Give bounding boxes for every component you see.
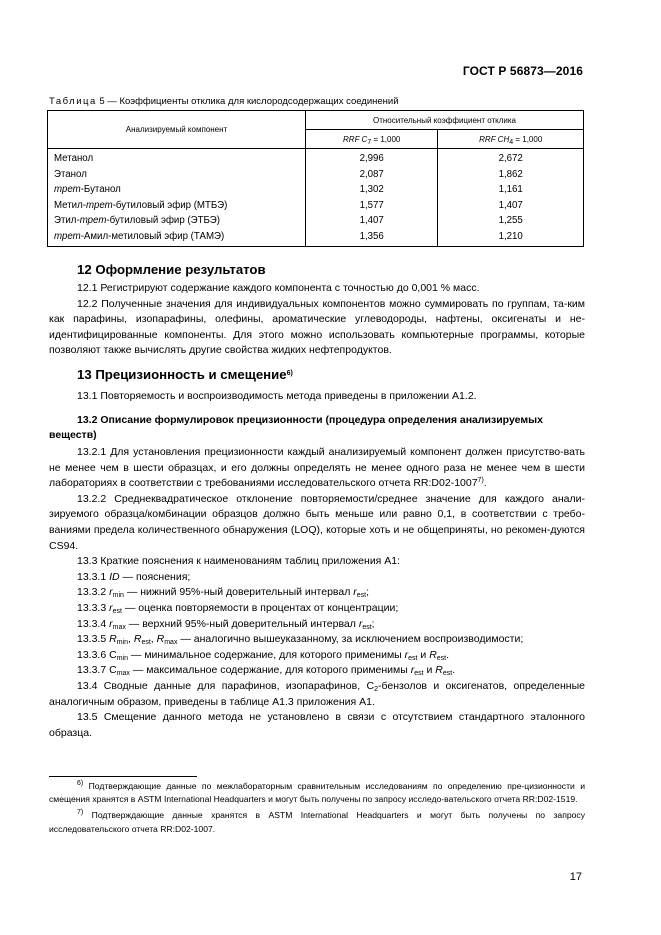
- paragraph-12-2: 12.2 Полученные значения для индивидуальных компонентов можно суммировать по группам, та-ким как парафины, изопарафины, олефины, ароматические углеводороды, нафтены, оксигенаты и не-идентифицированные компоненты. Для этого можно использовать компьютерные программы, которые позволяют также вычислять другие свойства жидких нефтепродуктов.: [49, 297, 585, 357]
- table-row: [48, 182, 584, 198]
- paragraph-13-3: 13.3 Краткие пояснения к наименованиям таблиц приложения А1:: [77, 555, 401, 568]
- rrf-c7-value: 1,577: [306, 198, 438, 214]
- footnote-6: $^{6)}$ Подтверждающие данные по межлабораторным сравнительным исследованиям по определению пре-цизионности и смещения хранятся в ASTM International Headquarters и могут быть получены по запросу исследо-вательского отчета RR:D02-1519.: [49, 780, 585, 805]
- rrf-ch4-value: 1,255: [438, 213, 584, 229]
- item-13-3-2: 13.3.2 $r_{min}$ — нижний 95%-ный доверительный интервал $r_{est}$;: [77, 586, 370, 600]
- response-factor-table: [47, 110, 584, 247]
- paragraph-13-1: 13.1 Повторяемость и воспроизводимость метода приведены в приложении А1.2.: [77, 390, 477, 402]
- table-row: [48, 167, 584, 183]
- component-name: Метил-трет-бутиловый эфир (МТБЭ): [48, 198, 306, 214]
- col-header-ch4: RRF $CH_4 = 1,000$: [438, 130, 584, 149]
- item-13-3-7: 13.3.7 $C_{max}$ — максимальное содержание, для которого применимы $r_{est}$ и $R_{est}$.: [77, 664, 456, 678]
- section-13-body: [49, 445, 585, 741]
- page-number: 17: [569, 871, 582, 883]
- component-name: Этил-трет-бутиловый эфир (ЭТБЭ): [48, 213, 306, 229]
- rrf-c7-value: 2,996: [306, 149, 438, 167]
- item-13-3-3: 13.3.3 $r_{est}$ — оценка повторяемости в процентах от концентрации;: [77, 601, 399, 615]
- table-row: [48, 229, 584, 247]
- item-13-3-1: 13.3.1 ID — пояснения;: [77, 570, 191, 583]
- rrf-ch4-value: 1,161: [438, 182, 584, 198]
- footnote-divider: [49, 776, 197, 777]
- item-13-3-5: 13.3.5 $R_{min}$, $R_{est}$, $R_{max}$ — аналогично вышеуказанному, за исключением воспроизводимости;: [77, 633, 524, 647]
- section-12-body: [49, 281, 585, 359]
- rrf-c7-value: 1,356: [306, 229, 438, 247]
- rrf-ch4-value: 1,862: [438, 167, 584, 183]
- footnote-7: $^{7)}$ Подтверждающие данные хранятся в ASTM International Headquarters и могут быть получены по запросу исследовательского отчета RR:D02-1007.: [49, 809, 585, 834]
- paragraph-13-5: 13.5 Смещение данного метода не установлено в связи с отсутствием стандартного эталонного образца.: [49, 711, 585, 739]
- subsection-13-2-title: 13.2 Описание формулировок прецизионности (процедура определения анализируемых веществ): [49, 414, 543, 441]
- table-caption-label: Таблица: [49, 96, 97, 107]
- component-name: трет-Амил-метиловый эфир (ТАМЭ): [48, 229, 306, 247]
- document-header: ГОСТ Р 56873—2016: [462, 64, 583, 78]
- paragraph-13-2-1: 13.2.1 Для установления прецизионности каждый анализируемый компонент должен присутство-вать не менее чем в шести образцах, и его должны определять не менее одного раза не менее чем в шести лабораториях в соответствии с требованиями исследовательского отчета RR:D02-1007$^{7)}$.: [49, 446, 585, 490]
- paragraph-13-4: 13.4 Сводные данные для парафинов, изопарафинов, $C_2$-бензолов и оксигенатов, определенные аналогичным образом, приведены в таблице А1.3 приложения А1.: [49, 679, 585, 708]
- col-header-component: Анализируемый компонент: [48, 111, 306, 149]
- component-name: Этанол: [48, 167, 306, 183]
- footnotes: [49, 780, 585, 836]
- rrf-c7-value: 1,407: [306, 213, 438, 229]
- component-name: Метанол: [48, 149, 306, 167]
- table-caption: [49, 96, 399, 107]
- table-row: [48, 213, 584, 229]
- rrf-c7-value: 2,087: [306, 167, 438, 183]
- section-12-title: 12 Оформление результатов: [77, 262, 266, 277]
- paragraph-13-2-2: 13.2.2 Среднеквадратическое отклонение повторяемости/среднее значение для каждого анали-зируемого образца/комбинации образцов должно быть меньше или равно 0,1, в соответствии с требо-ваниями предела количественного обнаружения (LOQ), которые хоть и не общеприняты, но рекомен-дуются CS94.: [49, 492, 585, 552]
- table-row: [48, 149, 584, 167]
- section-13-title: 13 Прецизионность и смещение$^{6)}$: [77, 367, 293, 382]
- rrf-c7-value: 1,302: [306, 182, 438, 198]
- component-name: трет-Бутанол: [48, 182, 306, 198]
- col-header-c7: RRF $C_7 = 1,000$: [306, 130, 438, 149]
- item-13-3-4: 13.3.4 $r_{max}$ — верхний 95%-ный доверительный интервал $r_{est}$;: [77, 617, 375, 631]
- item-13-3-6: 13.3.6 $C_{min}$ — минимальное содержание, для которого применимы $r_{est}$ и $R_{est}$.: [77, 648, 450, 662]
- rrf-ch4-value: 1,210: [438, 229, 584, 247]
- paragraph-12-1: 12.1 Регистрируют содержание каждого компонента с точностью до 0,001 % масс.: [77, 282, 480, 294]
- table-caption-title: 5 — Коэффициенты отклика для кислородсодержащих соединений: [96, 96, 399, 107]
- rrf-ch4-value: 1,407: [438, 198, 584, 214]
- col-header-group: Относительный коэффициент отклика: [306, 111, 584, 130]
- table-row: [48, 198, 584, 214]
- rrf-ch4-value: 2,672: [438, 149, 584, 167]
